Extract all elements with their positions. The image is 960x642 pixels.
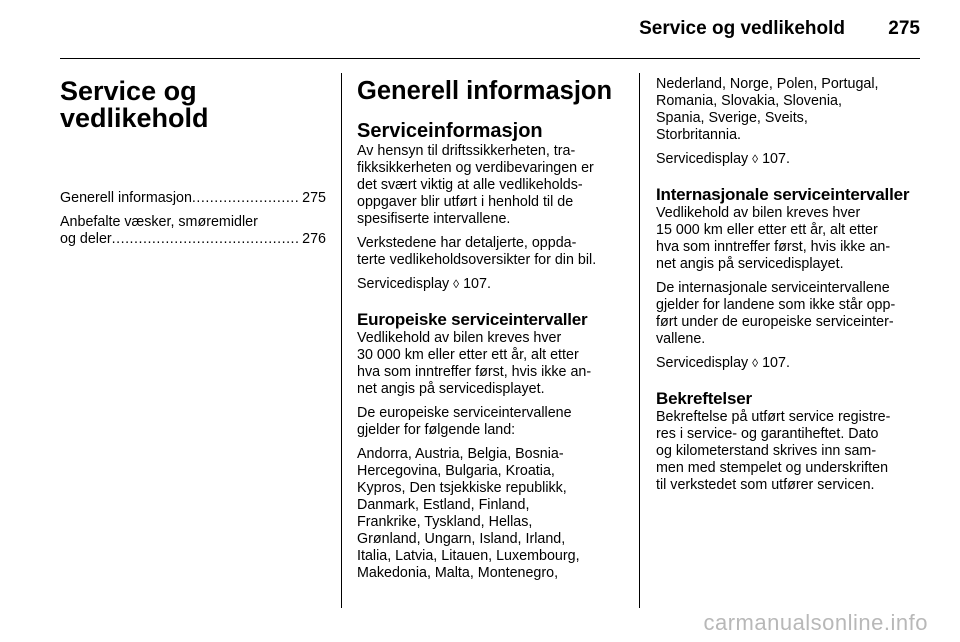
paragraph: De europeiske serviceintervallene gjelder for følgende land: — [357, 405, 572, 438]
running-header-title: Service og vedlikehold — [639, 18, 845, 39]
paragraph: De internasjonale serviceintervallene gjelder for landene som ikke står opp- ført under de europeiske serviceinter- vallene. — [656, 280, 896, 347]
watermark: carmanualsonline.info — [703, 610, 928, 635]
reference-arrow-icon: ◊ — [752, 152, 759, 166]
paragraph: Av hensyn til driftssikkerheten, tra- fikksikkerheten og verdibevaringen er det svært viktig at alle vedlikeholds- oppgaver blir utført i henhold til de spesifiserte intervallene. — [357, 143, 594, 227]
column-1 — [60, 68, 326, 255]
table-of-contents — [60, 190, 326, 248]
toc-page: 275 — [302, 190, 326, 206]
page-number: 275 — [888, 18, 920, 39]
reference-arrow-icon: ◊ — [453, 277, 460, 291]
cross-reference[interactable]: Servicedisplay ◊ 107. — [656, 151, 790, 167]
column-divider-1 — [341, 73, 342, 608]
reference-arrow-icon: ◊ — [752, 356, 759, 370]
header-rule — [60, 58, 920, 59]
toc-leader — [112, 231, 300, 248]
chapter-title: Service og vedlikehold — [60, 76, 209, 133]
toc-page: 276 — [302, 231, 326, 247]
column-divider-2 — [639, 73, 640, 608]
paragraph-countries: Andorra, Austria, Belgia, Bosnia- Hercegovina, Bulgaria, Kroatia, Kypros, Den tsjekkiske republikk, Danmark, Estland, Finland, Frankrike, Tyskland, Hellas, Grønland, Ungarn, Island, Irland, Italia, Latvia, Litauen, Luxembourg, Makedonia, Malta, Montenegro, — [357, 446, 580, 581]
page-header — [60, 18, 920, 44]
paragraph: Vedlikehold av bilen kreves hver 30 000 km eller etter ett år, alt etter hva som inntreffer først, hvis ikke an- net angis på servicedisplayet. — [357, 330, 592, 397]
column-2 — [357, 68, 622, 589]
cross-reference[interactable]: Servicedisplay ◊ 107. — [357, 276, 491, 292]
section-title: Generell informasjon — [357, 77, 613, 105]
paragraph: Verkstedene har detaljerte, oppda- terte vedlikeholdsoversikter for din bil. — [357, 235, 597, 268]
subsection-title-international: Internasjonale serviceintervaller — [656, 185, 910, 204]
subsection-title-european: Europeiske serviceintervaller — [357, 310, 588, 329]
subsection-title-confirmations: Bekreftelser — [656, 389, 752, 408]
column-3 — [656, 68, 922, 501]
paragraph-countries-cont: Nederland, Norge, Polen, Portugal, Romania, Slovakia, Slovenia, Spania, Sverige, Sveits, Storbritannia. — [656, 76, 879, 143]
toc-entry-fluids[interactable]: Anbefalte væsker, smøremidler og deler ..... 276 — [60, 214, 326, 248]
toc-leader — [192, 190, 300, 207]
cross-reference[interactable]: Servicedisplay ◊ 107. — [656, 355, 790, 371]
subsection-title-serviceinfo: Serviceinformasjon — [357, 120, 543, 142]
paragraph: Bekreftelse på utført service registre- res i service- og garantiheftet. Dato og kilometerstand skrives inn sam- men med stempelet og underskriften til verkstedet som utfører servicen. — [656, 409, 891, 493]
paragraph: Vedlikehold av bilen kreves hver 15 000 km eller etter ett år, alt etter hva som inntreffer først, hvis ikke an- net angis på servicedisplayet. — [656, 205, 891, 272]
toc-entry-general-info[interactable]: Generell informasjon ..... 275 — [60, 190, 326, 207]
